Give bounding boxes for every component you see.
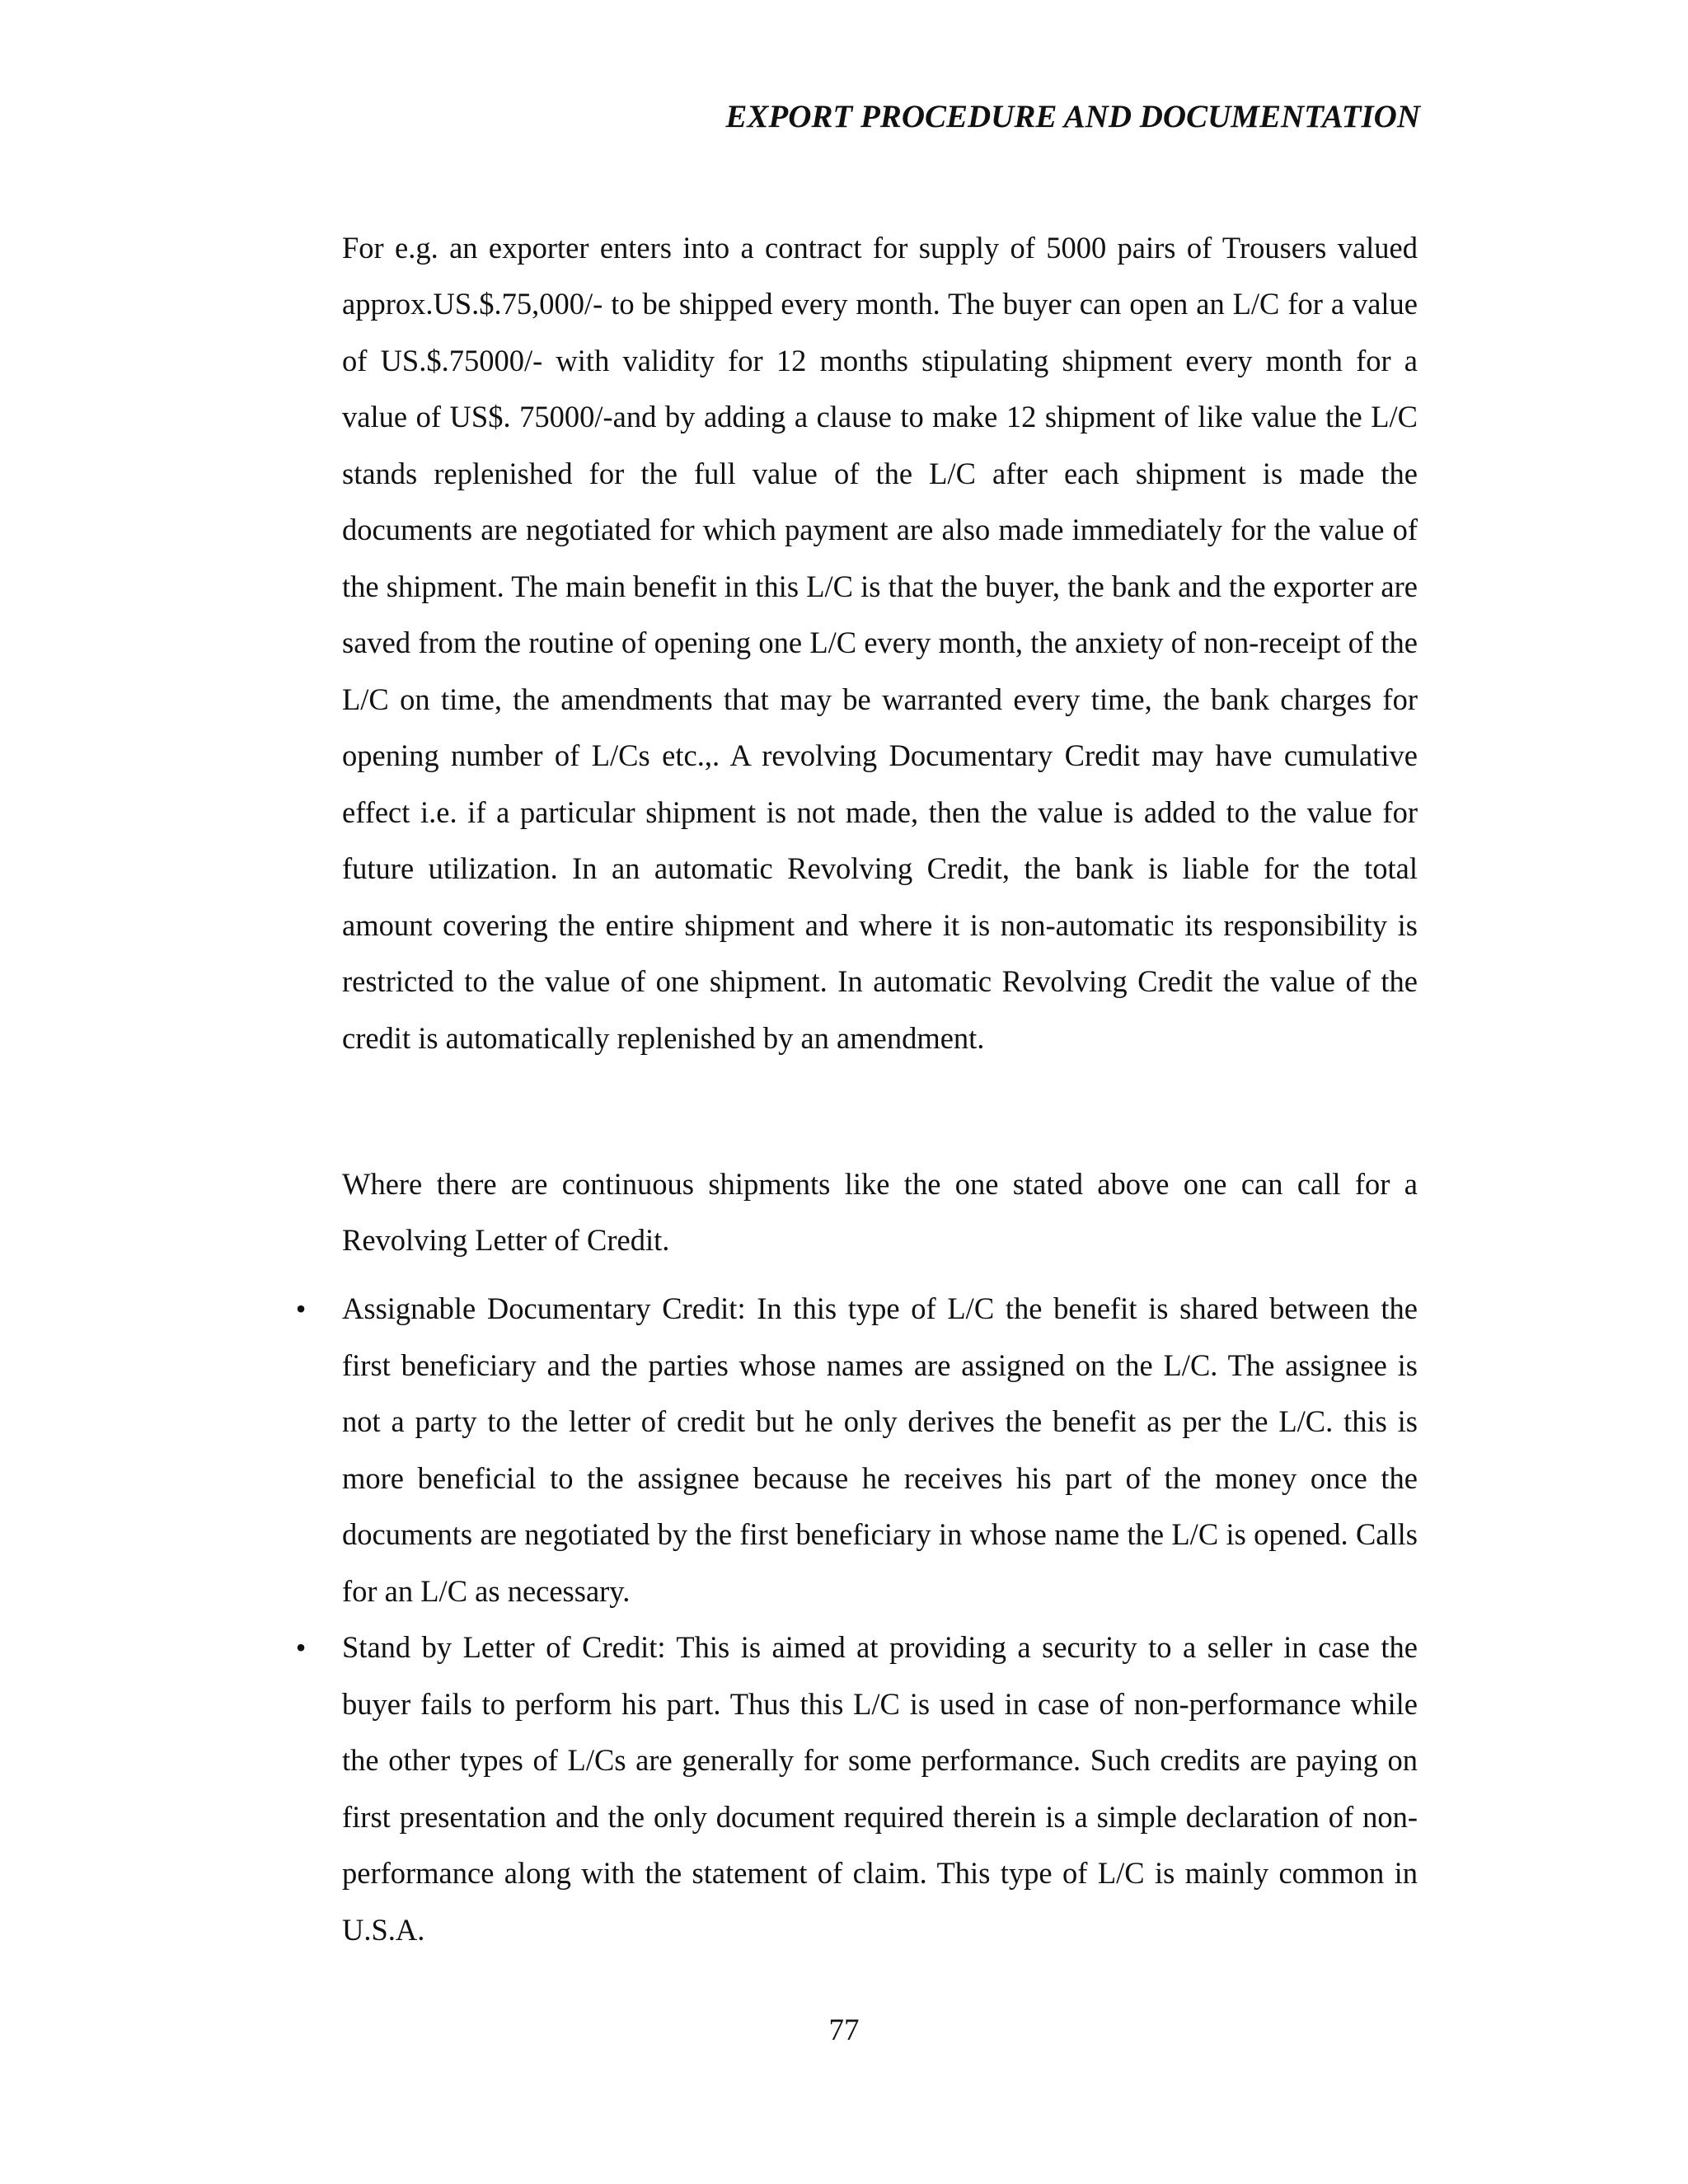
- list-item-standby-credit: [288, 1619, 1418, 1958]
- list-item-text: Assignable Documentary Credit: In this type of L/C the benefit is shared between the first beneficiary and the parties whose names are assigned on the L/C. The assignee is not a party to the letter of credit but he only derives the benefit as per the L/C. this is more beneficial to the assignee because he receives his part of the money once the documents are negotiated by the first beneficiary in whose name the L/C is opened. Calls for an L/C as necessary.: [342, 1291, 1418, 1608]
- credit-types-list: [288, 1281, 1418, 1958]
- bullet-icon: •: [295, 1292, 307, 1325]
- list-item-text: Stand by Letter of Credit: This is aimed at providing a security to a seller in case the buyer fails to perform his part. Thus this L/C is used in case of non-performance while the other types of L/Cs are generally for some performance. Such credits are paying on first presentation and the only document required therein is a simple declaration of non-performance along with the statement of claim. This type of L/C is mainly common in U.S.A.: [342, 1630, 1418, 1947]
- list-item-assignable-credit: [288, 1281, 1418, 1619]
- bullet-icon: •: [295, 1631, 307, 1664]
- page-number: 77: [828, 2013, 860, 2047]
- paragraph-revolving-letter-of-credit: Where there are continuous shipments like the one stated above one can call for a Revolving Letter of Credit.: [342, 1166, 1418, 1257]
- paragraph-revolving-credit-example: For e.g. an exporter enters into a contract for supply of 5000 pairs of Trousers valued approx.US.$.75,000/- to be shipped every month. The buyer can open an L/C for a value of US.$.75000/- with validity for 12 months stipulating shipment every month for a value of US$. 75000/-and by adding a clause to make 12 shipment of like value the L/C stands replenished for the full value of the L/C after each shipment is made the documents are negotiated for which payment are also made immediately for the value of the shipment. The main benefit in this L/C is that the buyer, the bank and the exporter are saved from the routine of opening one L/C every month, the anxiety of non-receipt of the L/C on time, the amendments that may be warranted every time, the bank charges for opening number of L/Cs etc.,. A revolving Documentary Credit may have cumulative effect i.e. if a particular shipment is not made, then the value is added to the value for future utilization. In an automatic Revolving Credit, the bank is liable for the total amount covering the entire shipment and where it is non-automatic its responsibility is restricted to the value of one shipment. In automatic Revolving Credit the value of the credit is automatically replenished by an amendment.: [342, 230, 1418, 1055]
- running-header-title: EXPORT PROCEDURE AND DOCUMENTATION: [725, 99, 1420, 134]
